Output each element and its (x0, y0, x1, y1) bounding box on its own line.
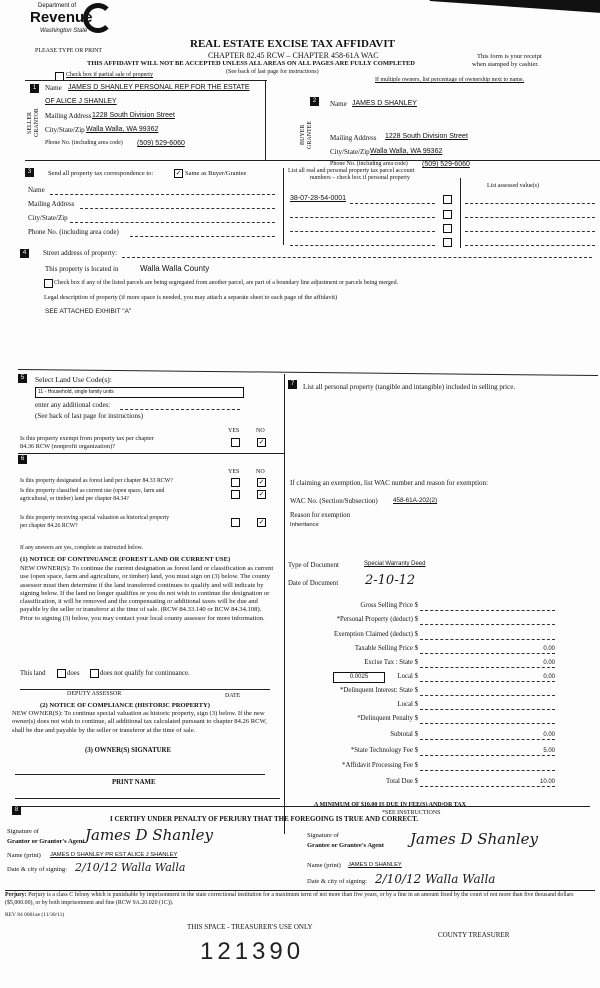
certify-statement: I CERTIFY UNDER PENALTY OF PERJURY THAT THE FOREGOING IS TRUE AND CORRECT. (110, 815, 419, 823)
buyer-phone-field[interactable]: (509) 529-6060 (422, 161, 470, 168)
seller-name-field[interactable]: JAMES D SHANLEY PERSONAL REP FOR THE ESTATE (68, 84, 250, 91)
exempt-question: Is this property exempt from property tax per chapter (20, 435, 154, 442)
parcel-header-1: List all real and personal property tax parcel account (288, 168, 415, 174)
fee-row-label: Total Due $ (386, 778, 418, 785)
notice-compliance-text: NEW OWNER(S): To continue special valuation as historic property, sign (3) below. If the new owner(s) does not wish to continue, all additional tax calculated pursuant to chapter 84.26 RCW, shall be due and payable by the seller or transferor at the time of sale. (12, 710, 267, 734)
fee-row-line (420, 786, 555, 787)
notice-continuance-title: (1) NOTICE OF CONTINUANCE (FOREST LAND OR CURRENT USE) (20, 556, 231, 563)
owner-signature-line[interactable] (15, 774, 265, 775)
corr-mail-label: Mailing Address (28, 200, 75, 208)
buyer-phone-label: Phone No. (including area code) (330, 161, 408, 167)
divider (284, 374, 285, 834)
handwritten-number: 121390 (200, 938, 305, 965)
parcel-line (350, 203, 435, 204)
no-header: NO (256, 428, 265, 434)
personal-property-checkbox-2[interactable] (443, 210, 452, 219)
date-label: DATE (225, 693, 241, 699)
additional-codes-label: enter any additional codes: (35, 401, 111, 409)
fee-row-value[interactable]: 10.00 (539, 779, 555, 785)
fee-row-label: *Delinquent Penalty $ (357, 715, 418, 722)
warning-text: THIS AFFIDAVIT WILL NOT BE ACCEPTED UNLESS ALL AREAS ON ALL PAGES ARE FULLY COMPLETED (87, 60, 415, 67)
seller-city-label: City/State/Zip (45, 126, 85, 134)
fee-row-value[interactable]: 0.00 (543, 674, 555, 680)
scan-edge-shadow (430, 0, 600, 15)
personal-property-label: List all personal property (tangible and intangible) included in selling price. (303, 383, 516, 391)
wac-label: WAC No. (Section/Subsection) (290, 497, 378, 505)
parcel-number-1[interactable]: 38-07-28-54-0001 (290, 195, 347, 202)
claiming-exemption-label: If claiming an exemption, list WAC number and reason for exemption: (290, 479, 488, 487)
personal-property-checkbox-3[interactable] (443, 224, 452, 233)
street-address-field[interactable] (122, 257, 592, 258)
form-title: REAL ESTATE EXCISE TAX AFFIDAVIT (190, 38, 395, 50)
fee-row-line (420, 709, 555, 710)
seller-phone-label: Phone No. (including area code) (45, 140, 123, 146)
corr-mail-field[interactable] (80, 208, 275, 209)
treasurer-use-label: THIS SPACE - TREASURER'S USE ONLY (187, 923, 313, 931)
seller-mail-field[interactable]: 1228 South Division Street (92, 112, 175, 119)
buyer-grantee-label: BUYER GRANTEE (300, 121, 313, 149)
deputy-assessor-label: DEPUTY ASSESSOR (67, 691, 122, 697)
grantor-agent-label: Grantor or Grantor's Agent (7, 838, 85, 845)
divider (25, 160, 600, 161)
see-back-note: (See back of last page for instructions) (226, 69, 319, 75)
doc-date-label: Date of Document (288, 580, 339, 587)
doc-type-label: Type of Document (288, 562, 339, 569)
fee-row-label: Gross Selling Price $ (360, 602, 418, 609)
divider (18, 453, 284, 454)
fee-row-label: Local $ (397, 673, 418, 680)
fee-row-label: *Delinquent Interest: State $ (340, 687, 418, 694)
divider (460, 178, 461, 248)
section-7-badge: 7 (288, 380, 297, 389)
dept-label: Department of (38, 3, 77, 9)
buyer-name-label: Name (330, 100, 347, 108)
land-use-select[interactable]: 11 - Household, single family units (35, 387, 244, 398)
doc-type-field[interactable]: Special Warranty Deed (364, 561, 426, 567)
fee-row-line (420, 624, 555, 625)
grantee-agent-label: Grantee or Grantee's Agent (307, 842, 384, 849)
yes-header: YES (228, 428, 240, 434)
revenue-logo-text: Revenue (30, 9, 93, 26)
current-use-no-checkbox[interactable]: ✓ (258, 490, 265, 498)
yes-header-6: YES (228, 469, 240, 475)
grantor-name-label: Name (print) (7, 852, 41, 859)
buyer-name-field[interactable]: JAMES D SHANLEY (352, 100, 417, 107)
seller-name-field-2[interactable]: OF ALICE J SHANLEY (45, 98, 117, 105)
print-name-label: PRINT NAME (112, 779, 156, 786)
corr-name-field[interactable] (50, 194, 275, 195)
section-6-badge: 6 (18, 455, 27, 464)
multiple-owners-note: If multiple owners, list percentage of ownership next to name. (375, 77, 525, 83)
street-address-label: Street address of property: (43, 249, 118, 257)
grantor-signature[interactable]: James D Shanley (85, 826, 214, 844)
fee-row-line (420, 639, 555, 640)
grantor-date-label: Date & city of signing: (7, 866, 67, 873)
corr-phone-field[interactable] (130, 236, 275, 237)
seller-grantor-label: SELLER GRANTOR (27, 108, 40, 138)
grantor-sig-of-label: Signature of (7, 828, 39, 835)
section-4-badge: 4 (20, 249, 29, 258)
section-5-badge: 5 (18, 374, 27, 383)
parcel-number-4[interactable] (290, 245, 435, 246)
historic-yes-checkbox[interactable] (231, 518, 240, 527)
forest-land-question: Is this property designated as forest land per chapter 84.33 RCW? (20, 478, 173, 484)
fee-row-line (420, 653, 555, 654)
buyer-mail-field[interactable]: 1228 South Division Street (385, 133, 468, 140)
reason-label: Reason for exemption (290, 512, 351, 519)
fee-row-value[interactable]: 0.00 (543, 646, 555, 652)
historic-no-checkbox[interactable]: ✓ (258, 518, 265, 526)
grantee-signature[interactable]: James D Shanley (410, 830, 539, 848)
form-revision: REV 84 0001ae (11/30/11) (5, 912, 65, 918)
if-yes-note: If any answers are yes, complete as instructed below. (20, 545, 143, 551)
same-as-buyer-checkbox[interactable]: ✓ (175, 169, 182, 177)
legal-description-label: Legal description of property (if more space is needed, you may attach a separate sheet to each page of the affidavit) (44, 294, 338, 301)
minimum-note: A MINIMUM OF $10.00 IS DUE IN FEE(S) AND/OR TAX (314, 802, 466, 808)
grantee-sig-of-label: Signature of (307, 832, 339, 839)
corr-city-field[interactable] (70, 222, 275, 223)
segregated-label: Check box if any of the listed parcels are being segregated from another parcel, are part of a boundary line adjustment or parcels being merged. (54, 280, 399, 286)
corr-phone-label: Phone No. (including area code) (28, 228, 119, 236)
perjury-label: Perjury: (5, 892, 27, 898)
assessed-value-4[interactable] (465, 245, 595, 246)
state-label: Washington State (40, 28, 88, 34)
grantor-name-field[interactable]: JAMES D SHANLEY PR EST ALICE J SHANLEY (50, 852, 178, 858)
deputy-signature-line[interactable] (20, 689, 270, 690)
county-field[interactable]: Walla Walla County (140, 264, 210, 273)
partial-sale-label: Check box if partial sale of property (66, 72, 153, 78)
current-use-question: Is this property classified as current use (open space, farm and (20, 488, 165, 494)
fee-row-label: Local $ (397, 701, 418, 708)
corr-city-label: City/State/Zip (28, 214, 68, 222)
corr-name-label: Name (28, 186, 45, 194)
please-print: PLEASE TYPE OR PRINT (35, 48, 103, 54)
forest-no-checkbox[interactable]: ✓ (258, 478, 265, 486)
does-qualify-checkbox[interactable] (57, 669, 66, 678)
assessed-value-3[interactable] (465, 231, 595, 232)
grantee-date-city[interactable]: 2/10/12 Walla Walla (375, 872, 496, 886)
perjury-notice (5, 892, 595, 907)
fee-row-label: *Affidavit Processing Fee $ (342, 762, 418, 769)
dor-logo-icon (83, 3, 113, 33)
doc-date-field[interactable]: 2-10-12 (365, 573, 416, 588)
send-correspondence-label: Send all property tax correspondence to: (48, 170, 154, 177)
does-not-label: does not qualify for continuance. (100, 670, 190, 677)
seller-phone-field[interactable]: (509) 529-6060 (137, 140, 185, 147)
additional-codes-field[interactable] (120, 409, 240, 410)
segregated-checkbox[interactable] (44, 279, 53, 288)
fee-row-label: Taxable Selling Price $ (354, 645, 418, 652)
fee-row-label: Excise Tax : State $ (364, 659, 418, 666)
personal-property-checkbox-1[interactable] (443, 195, 452, 204)
legal-description-field[interactable]: SEE ATTACHED EXHIBIT "A" (45, 308, 132, 315)
current-use-yes-checkbox[interactable] (231, 490, 240, 499)
local-rate-box: 0.0025 (333, 672, 385, 683)
historic-question: Is this property receiving special valuation as historical property (20, 515, 170, 521)
fee-row-line (420, 610, 555, 611)
section-2-badge: 2 (310, 97, 319, 106)
receipt-note-1: This form is your receipt (477, 53, 542, 60)
fee-row-line (420, 695, 555, 696)
perjury-text: Perjury is a class C felony which is punishable by imprisonment in the state correctional institution for a maximum term of not more than five years, or by a fine in an amount fixed by the court of not more than five thousand dollars ($5,000.00), or by both imprisonment and fine (RCW 9A.20.020 (1C)). (5, 892, 574, 906)
fee-row-line (420, 739, 555, 740)
notice-continuance-text: NEW OWNER(S): To continue the current designation as forest land or classification as current use (open space, farm and agriculture, or timber) land, you must sign on (3) below. The county assessor must then determine if the land transferred continues to qualify and will indicate by signing below. If the land no longer qualifies or you do not wish to continue the designation or classification, it will be removed and the compensating or additional taxes will be due and payable by the seller or transferor at the time of sale. (RCW 84.33.140 or RCW 84.34.108). Prior to signing (3) below, you may contact your local county assessor for more information. (20, 565, 274, 622)
reason-field[interactable]: Inheritance (290, 522, 319, 528)
seller-city-field[interactable]: Walla Walla, WA 99362 (86, 126, 159, 133)
section-1-badge: 1 (30, 84, 39, 93)
fee-row-line (420, 770, 555, 771)
fee-row-value[interactable]: 0.00 (543, 660, 555, 666)
fee-row-label: *Personal Property (deduct) $ (336, 616, 418, 623)
seller-mail-label: Mailing Address (45, 112, 92, 120)
historic-question-2: per chapter 84.26 RCW? (20, 523, 78, 529)
fee-row-label: Exemption Claimed (deduct) $ (334, 631, 418, 638)
current-use-question-2: agricultural, or timber) land per chapter 84.34? (20, 496, 129, 502)
grantee-name-field[interactable]: JAMES D SHANLEY (348, 862, 402, 868)
buyer-city-label: City/State/Zip (330, 148, 370, 156)
fee-row-line (420, 667, 555, 668)
assessed-value-header: List assessed value(s) (487, 183, 539, 189)
grantor-date-city[interactable]: 2/10/12 Walla Walla (75, 861, 186, 874)
divider (5, 890, 595, 891)
notice-compliance-title: (2) NOTICE OF COMPLIANCE (HISTORIC PROPERTY) (40, 702, 210, 709)
land-use-instructions: (See back of last page for instructions) (35, 412, 144, 420)
divider (265, 80, 266, 160)
county-treasurer-label: COUNTY TREASURER (438, 931, 510, 939)
section-8-badge: 8 (12, 806, 21, 815)
buyer-city-field[interactable]: Walla Walla, WA 99362 (370, 148, 443, 155)
section-3-badge: 3 (25, 168, 34, 177)
fee-row-line (420, 755, 555, 756)
grantee-name-label: Name (print) (307, 862, 341, 869)
forest-yes-checkbox[interactable] (231, 478, 240, 487)
fee-row-line (420, 681, 555, 682)
parcel-number-3[interactable] (290, 231, 435, 232)
fee-row-value[interactable]: 0.00 (543, 732, 555, 738)
this-land-label: This land (20, 670, 46, 677)
exempt-no-checkbox[interactable]: ✓ (258, 438, 265, 446)
parcel-header-2: numbers – check box if personal property (310, 175, 410, 181)
assessed-value-1[interactable] (465, 203, 595, 204)
fee-row-label: Subtotal $ (390, 731, 418, 738)
owner-signature-label: (3) OWNER(S) SIGNATURE (85, 747, 171, 754)
same-as-buyer-label: Same as Buyer/Grantee (185, 170, 247, 177)
buyer-mail-label: Mailing Address (330, 134, 377, 142)
see-instructions-note: *SEE INSTRUCTIONS (382, 810, 441, 816)
parcel-number-2[interactable] (290, 217, 435, 218)
receipt-note-2: when stamped by cashier. (472, 61, 539, 68)
exempt-yes-checkbox[interactable] (231, 438, 240, 447)
seller-name-label: Name (45, 84, 62, 92)
fee-row-value[interactable]: 5.00 (543, 748, 555, 754)
does-label: does (67, 670, 80, 677)
personal-property-checkbox-4[interactable] (443, 238, 452, 247)
print-name-line[interactable] (15, 798, 280, 799)
fee-row-line (420, 723, 555, 724)
fee-row-label: *State Technology Fee $ (350, 747, 418, 754)
does-not-qualify-checkbox[interactable] (90, 669, 99, 678)
exempt-question-2: 84.36 RCW (nonprofit organization)? (20, 443, 115, 450)
wac-field[interactable]: 458-61A-202(2) (393, 497, 438, 504)
divider (25, 80, 267, 81)
divider (283, 168, 284, 245)
located-in-label: This property is located in (45, 265, 119, 273)
divider (15, 806, 590, 807)
no-header-6: NO (256, 469, 265, 475)
grantee-date-label: Date & city of signing: (307, 878, 367, 885)
form-chapter: CHAPTER 82.45 RCW – CHAPTER 458-61A WAC (208, 51, 379, 60)
land-use-label: Select Land Use Code(s): (35, 375, 112, 384)
assessed-value-2[interactable] (465, 217, 595, 218)
